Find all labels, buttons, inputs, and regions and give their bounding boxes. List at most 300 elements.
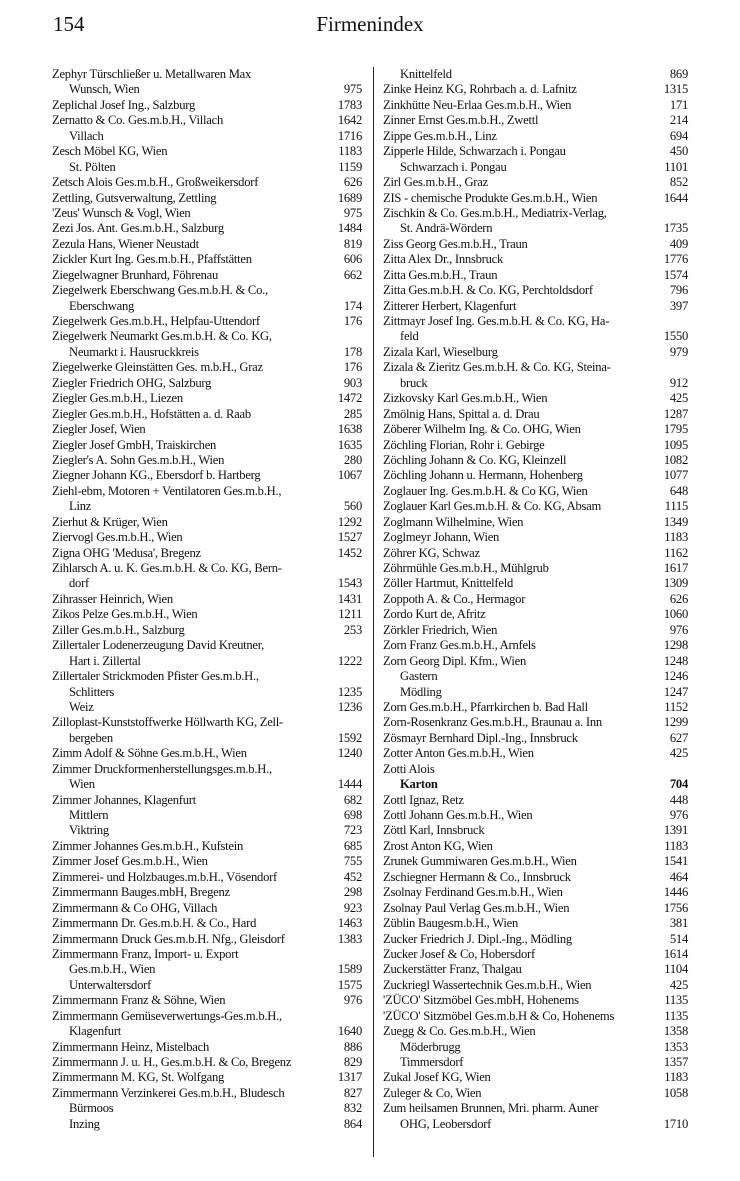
entry-page-number: 1222 bbox=[337, 653, 362, 668]
entry-page-number: 1183 bbox=[664, 1070, 688, 1085]
entry-page-number: 864 bbox=[343, 1116, 362, 1131]
index-entry bbox=[52, 407, 362, 422]
entry-name: Zottl Johann Ges.m.b.H., Wien bbox=[383, 808, 533, 822]
index-entry bbox=[52, 268, 362, 283]
entry-name: Zirl Ges.m.b.H., Graz bbox=[383, 175, 488, 190]
entry-page-number: 1060 bbox=[663, 607, 688, 622]
entry-name: Zöchling Florian, Rohr i. Gebirge bbox=[383, 437, 545, 452]
index-entry bbox=[383, 175, 688, 190]
entry-name: Wunsch, Wien bbox=[69, 82, 140, 97]
index-entry bbox=[383, 870, 688, 885]
index-entry bbox=[383, 685, 688, 700]
entry-page-number: 171 bbox=[669, 97, 688, 112]
entry-page-number: 1183 bbox=[338, 144, 362, 159]
entry-name: Zimmermann Franz, Import- u. Export bbox=[52, 946, 239, 961]
index-entry bbox=[52, 576, 362, 591]
entry-name: Zierhut & Krüger, Wien bbox=[52, 514, 168, 529]
index-entry bbox=[383, 546, 688, 561]
entry-page-number: 425 bbox=[669, 391, 688, 406]
entry-page-number: 1617 bbox=[663, 561, 688, 575]
entry-page-number: 912 bbox=[669, 375, 688, 390]
index-entry bbox=[383, 98, 688, 113]
entry-page-number: 755 bbox=[343, 854, 362, 869]
index-entry bbox=[52, 113, 362, 128]
entry-page-number: 381 bbox=[669, 916, 688, 931]
entry-name: Zinke Heinz KG, Rohrbach a. d. Lafnitz bbox=[383, 82, 577, 97]
index-entry bbox=[383, 191, 688, 206]
entry-page-number: 1077 bbox=[663, 468, 688, 483]
index-entry bbox=[52, 607, 362, 622]
entry-page-number: 1058 bbox=[663, 1085, 688, 1100]
entry-name: Schlitters bbox=[69, 684, 115, 699]
entry-name: Zitta Alex Dr., Innsbruck bbox=[383, 252, 504, 267]
entry-page-number: 560 bbox=[343, 499, 362, 514]
index-entry bbox=[52, 144, 362, 159]
entry-name: Viktring bbox=[69, 823, 109, 838]
index-entry bbox=[52, 1024, 362, 1039]
index-entry bbox=[383, 576, 688, 591]
entry-page-number: 514 bbox=[669, 931, 688, 946]
index-column-left bbox=[52, 67, 362, 1132]
entry-name: bruck bbox=[400, 375, 428, 390]
entry-name: Ziss Georg Ges.m.b.H., Traun bbox=[383, 236, 528, 251]
entry-page-number: 1452 bbox=[337, 545, 362, 560]
index-entry bbox=[383, 1055, 688, 1070]
entry-page-number: 1776 bbox=[663, 252, 688, 267]
entry-page-number: 1309 bbox=[663, 576, 688, 591]
entry-page-number: 694 bbox=[669, 128, 688, 143]
index-entry bbox=[52, 1086, 362, 1101]
entry-page-number: 1640 bbox=[337, 1024, 362, 1039]
entry-page-number: 174 bbox=[343, 298, 362, 313]
entry-page-number: 1101 bbox=[664, 159, 688, 174]
entry-name: Zillertaler Lodenerzeugung David Kreutner, bbox=[52, 638, 265, 653]
entry-page-number: 685 bbox=[343, 838, 362, 853]
index-entry bbox=[383, 1040, 688, 1055]
index-entry bbox=[383, 1070, 688, 1085]
entry-page-number: 869 bbox=[669, 67, 688, 81]
entry-name: Zitta Ges.m.b.H. & Co. KG, Perchtoldsdorf bbox=[383, 283, 593, 298]
entry-page-number: 1135 bbox=[664, 1008, 688, 1023]
entry-name: Hart i. Zillertal bbox=[69, 653, 141, 668]
entry-name: Zinner Ernst Ges.m.b.H., Zwettl bbox=[383, 113, 539, 128]
index-entry bbox=[52, 422, 362, 437]
entry-name: Zimmermann Franz & Söhne, Wien bbox=[52, 993, 226, 1008]
index-entry bbox=[52, 391, 362, 406]
entry-name: Ziegler Ges.m.b.H., Hofstätten a. d. Raab bbox=[52, 406, 251, 421]
entry-name: Mittlern bbox=[69, 808, 109, 822]
entry-name: Zimmer Johannes, Klagenfurt bbox=[52, 792, 196, 807]
index-entry bbox=[383, 962, 688, 977]
entry-name: feld bbox=[400, 329, 419, 344]
index-entry bbox=[383, 252, 688, 267]
entry-name: Timmersdorf bbox=[400, 1055, 464, 1069]
index-entry bbox=[383, 345, 688, 360]
entry-name: Zimmermann Bauges.mbH, Bregenz bbox=[52, 885, 230, 900]
entry-name: Ziegler's A. Sohn Ges.m.b.H., Wien bbox=[52, 452, 225, 467]
entry-name: Ziegler Josef GmbH, Traiskirchen bbox=[52, 437, 217, 452]
index-entry bbox=[52, 978, 362, 993]
index-entry bbox=[52, 746, 362, 761]
entry-page-number: 176 bbox=[343, 360, 362, 375]
entry-page-number: 704 bbox=[669, 777, 688, 792]
index-entry bbox=[383, 901, 688, 916]
entry-name: Zippe Ges.m.b.H., Linz bbox=[383, 128, 497, 143]
entry-page-number: 1689 bbox=[337, 190, 362, 205]
entry-page-number: 448 bbox=[669, 792, 688, 807]
index-entry bbox=[383, 144, 688, 159]
entry-name: Zimmer Druckformenherstellungsges.m.b.H., bbox=[52, 761, 272, 776]
index-entry bbox=[52, 499, 362, 514]
entry-page-number: 1638 bbox=[337, 422, 362, 437]
entry-name: Zettling, Gutsverwaltung, Zettling bbox=[52, 190, 217, 205]
index-entry bbox=[52, 221, 362, 236]
entry-name: Zöhrer KG, Schwaz bbox=[383, 545, 480, 560]
index-entry bbox=[52, 715, 362, 730]
entry-name: Zikos Pelze Ges.m.b.H., Wien bbox=[52, 607, 198, 622]
index-entry bbox=[383, 1086, 688, 1101]
entry-name: Zimmermann & Co OHG, Villach bbox=[52, 900, 218, 915]
index-entry bbox=[383, 731, 688, 746]
entry-name: Zöhrmühle Ges.m.b.H., Mühlgrub bbox=[383, 561, 549, 575]
entry-name: Zihrasser Heinrich, Wien bbox=[52, 591, 173, 606]
index-entry bbox=[52, 962, 362, 977]
index-entry bbox=[52, 947, 362, 962]
index-entry bbox=[52, 700, 362, 715]
index-entry bbox=[383, 515, 688, 530]
entry-name: Zihlarsch A. u. K. Ges.m.b.H. & Co. KG, Bern- bbox=[52, 561, 282, 575]
index-entry bbox=[52, 685, 362, 700]
index-entry bbox=[383, 993, 688, 1008]
entry-page-number: 1299 bbox=[663, 715, 688, 730]
index-entry bbox=[52, 438, 362, 453]
entry-name: Zimmermann M. KG, St. Wolfgang bbox=[52, 1070, 225, 1085]
entry-page-number: 1472 bbox=[337, 391, 362, 406]
entry-name: Zittmayr Josef Ing. Ges.m.b.H. & Co. KG, Ha- bbox=[383, 314, 610, 328]
entry-name: Ziervogl Ges.m.b.H., Wien bbox=[52, 530, 183, 545]
entry-page-number: 1246 bbox=[663, 669, 688, 684]
index-entry bbox=[383, 638, 688, 653]
entry-page-number: 1635 bbox=[337, 437, 362, 452]
entry-name: Zorn-Rosenkranz Ges.m.b.H., Braunau a. Inn bbox=[383, 715, 602, 730]
entry-name: Linz bbox=[69, 499, 92, 514]
entry-page-number: 1211 bbox=[338, 607, 362, 622]
entry-page-number: 1162 bbox=[664, 545, 688, 560]
entry-page-number: 1315 bbox=[663, 82, 688, 97]
entry-page-number: 285 bbox=[343, 406, 362, 421]
index-entry bbox=[383, 885, 688, 900]
entry-name: Ziegelwerk Neumarkt Ges.m.b.H. & Co. KG, bbox=[52, 329, 272, 344]
entry-name: Zoglmann Wilhelmine, Wien bbox=[383, 514, 524, 529]
index-entry bbox=[52, 329, 362, 344]
entry-page-number: 976 bbox=[343, 993, 362, 1008]
index-entry bbox=[52, 839, 362, 854]
entry-name: Zephyr Türschließer u. Metallwaren Max bbox=[52, 67, 252, 81]
entry-page-number: 979 bbox=[669, 344, 688, 359]
entry-name: Zrost Anton KG, Wien bbox=[383, 838, 493, 853]
entry-page-number: 1236 bbox=[337, 699, 362, 714]
index-entry bbox=[52, 191, 362, 206]
index-entry bbox=[383, 607, 688, 622]
entry-name: Zesch Möbel KG, Wien bbox=[52, 144, 168, 159]
entry-page-number: 627 bbox=[669, 730, 688, 745]
entry-name: Inzing bbox=[69, 1116, 100, 1131]
index-entry bbox=[52, 299, 362, 314]
entry-name: Zotter Anton Ges.m.b.H., Wien bbox=[383, 746, 534, 761]
index-entry bbox=[383, 1024, 688, 1039]
entry-name: Zösmayr Bernhard Dipl.-Ing., Innsbruck bbox=[383, 730, 578, 745]
index-entry bbox=[52, 592, 362, 607]
entry-name: Zoglmeyr Johann, Wien bbox=[383, 530, 500, 545]
entry-name: Zucker Friedrich J. Dipl.-Ing., Mödling bbox=[383, 931, 572, 946]
entry-name: bergeben bbox=[69, 730, 113, 745]
index-entry bbox=[383, 978, 688, 993]
entry-name: Klagenfurt bbox=[69, 1024, 122, 1039]
entry-page-number: 1589 bbox=[337, 962, 362, 977]
entry-name: Zeplichal Josef Ing., Salzburg bbox=[52, 97, 196, 112]
entry-name: Zuckerstätter Franz, Thalgau bbox=[383, 962, 522, 977]
entry-page-number: 1444 bbox=[337, 777, 362, 792]
entry-name: Zschiegner Hermann & Co., Innsbruck bbox=[383, 869, 571, 884]
index-entry bbox=[52, 993, 362, 1008]
entry-name: Zilloplast-Kunststoffwerke Höllwarth KG, Zell- bbox=[52, 715, 283, 730]
entry-page-number: 1550 bbox=[663, 329, 688, 344]
entry-name: St. Pölten bbox=[69, 159, 116, 174]
entry-page-number: 1783 bbox=[337, 97, 362, 112]
entry-name: Möderbrugg bbox=[400, 1039, 461, 1054]
entry-page-number: 1463 bbox=[337, 916, 362, 931]
entry-name: Zoglauer Ing. Ges.m.b.H. & Co KG, Wien bbox=[383, 483, 588, 498]
entry-name: OHG, Leobersdorf bbox=[400, 1116, 492, 1131]
index-entry bbox=[383, 762, 688, 777]
entry-page-number: 1527 bbox=[337, 530, 362, 545]
entry-page-number: 1298 bbox=[663, 638, 688, 653]
entry-name: Zöchling Johann u. Hermann, Hohenberg bbox=[383, 468, 583, 483]
entry-page-number: 1235 bbox=[337, 684, 362, 699]
entry-page-number: 682 bbox=[343, 792, 362, 807]
entry-name: Ziegelwerk Eberschwang Ges.m.b.H. & Co., bbox=[52, 283, 268, 298]
entry-name: Zickler Kurt Ing. Ges.m.b.H., Pfaffstätten bbox=[52, 252, 252, 267]
index-entry bbox=[383, 329, 688, 344]
index-entry bbox=[52, 484, 362, 499]
entry-page-number: 1067 bbox=[337, 468, 362, 483]
index-entry bbox=[383, 299, 688, 314]
entry-page-number: 1240 bbox=[337, 746, 362, 761]
entry-page-number: 1543 bbox=[337, 576, 362, 591]
entry-name: Zizkovsky Karl Ges.m.b.H., Wien bbox=[383, 391, 548, 406]
entry-name: Zum heilsamen Brunnen, Mri. pharm. Auner bbox=[383, 1101, 599, 1116]
entry-page-number: 1357 bbox=[663, 1055, 688, 1069]
index-entry bbox=[383, 407, 688, 422]
entry-page-number: 852 bbox=[669, 175, 688, 190]
entry-page-number: 1614 bbox=[663, 946, 688, 961]
index-entry bbox=[383, 808, 688, 823]
entry-name: Ziegler Josef, Wien bbox=[52, 422, 146, 437]
index-entry bbox=[383, 715, 688, 730]
index-entry bbox=[383, 129, 688, 144]
index-entry bbox=[383, 283, 688, 298]
entry-page-number: 1391 bbox=[663, 823, 688, 838]
index-column-right bbox=[383, 67, 688, 1132]
entry-page-number: 1135 bbox=[664, 993, 688, 1008]
index-entry bbox=[52, 932, 362, 947]
index-entry bbox=[383, 499, 688, 514]
index-entry bbox=[52, 283, 362, 298]
entry-page-number: 1287 bbox=[663, 406, 688, 421]
index-entry bbox=[52, 237, 362, 252]
index-entry bbox=[383, 376, 688, 391]
index-entry bbox=[383, 268, 688, 283]
entry-page-number: 1247 bbox=[663, 684, 688, 699]
entry-name: Ziegler Ges.m.b.H., Liezen bbox=[52, 391, 183, 406]
entry-name: Neumarkt i. Hausruckkreis bbox=[69, 344, 199, 359]
entry-page-number: 280 bbox=[343, 452, 362, 467]
index-entry bbox=[383, 916, 688, 931]
page-header bbox=[50, 10, 690, 40]
entry-page-number: 214 bbox=[669, 113, 688, 128]
index-entry bbox=[52, 654, 362, 669]
entry-name: 'ZÜCO' Sitzmöbel Ges.m.b.H & Co, Hohenems bbox=[383, 1008, 615, 1023]
entry-name: Zsolnay Paul Verlag Ges.m.b.H., Wien bbox=[383, 900, 570, 915]
index-entry bbox=[52, 1009, 362, 1024]
index-entry bbox=[383, 82, 688, 97]
index-entry bbox=[383, 793, 688, 808]
entry-page-number: 1159 bbox=[338, 159, 362, 174]
index-entry bbox=[52, 885, 362, 900]
index-entry bbox=[52, 870, 362, 885]
index-entry bbox=[383, 360, 688, 375]
index-entry bbox=[383, 468, 688, 483]
entry-page-number: 409 bbox=[669, 236, 688, 251]
entry-page-number: 425 bbox=[669, 977, 688, 992]
index-entry bbox=[52, 854, 362, 869]
entry-page-number: 662 bbox=[343, 267, 362, 282]
entry-page-number: 1082 bbox=[663, 452, 688, 467]
entry-name: Eberschwang bbox=[69, 298, 135, 313]
entry-name: Zernatto & Co. Ges.m.b.H., Villach bbox=[52, 113, 223, 128]
entry-page-number: 1735 bbox=[663, 221, 688, 236]
index-entry bbox=[383, 654, 688, 669]
entry-name: 'ZÜCO' Sitzmöbel Ges.mbH, Hohenems bbox=[383, 993, 579, 1008]
entry-page-number: 1152 bbox=[664, 699, 688, 714]
entry-page-number: 975 bbox=[343, 205, 362, 220]
index-entry bbox=[383, 561, 688, 576]
entry-name: Zorn Ges.m.b.H., Pfarrkirchen b. Bad Hall bbox=[383, 699, 588, 714]
index-entry bbox=[383, 1101, 688, 1116]
entry-name: Ziegler Friedrich OHG, Salzburg bbox=[52, 375, 212, 390]
entry-name: Knittelfeld bbox=[400, 67, 452, 81]
index-entry bbox=[52, 160, 362, 175]
entry-name: Zimmer Josef Ges.m.b.H., Wien bbox=[52, 854, 208, 869]
entry-page-number: 829 bbox=[343, 1055, 362, 1069]
index-entry bbox=[52, 762, 362, 777]
entry-name: Zizala & Zieritz Ges.m.b.H. & Co. KG, Steina- bbox=[383, 360, 611, 375]
entry-page-number: 923 bbox=[343, 900, 362, 915]
index-entry bbox=[383, 592, 688, 607]
entry-name: Villach bbox=[69, 128, 104, 143]
index-entry bbox=[52, 468, 362, 483]
entry-name: Zucker Josef & Co, Hobersdorf bbox=[383, 946, 535, 961]
entry-page-number: 253 bbox=[343, 622, 362, 637]
index-entry bbox=[52, 793, 362, 808]
entry-page-number: 450 bbox=[669, 144, 688, 159]
entry-name: Ziehl-ebm, Motoren + Ventilatoren Ges.m.b.H., bbox=[52, 483, 282, 498]
index-entry bbox=[52, 376, 362, 391]
entry-page-number: 1349 bbox=[663, 514, 688, 529]
entry-page-number: 626 bbox=[343, 175, 362, 190]
entry-name: Zoglauer Karl Ges.m.b.H. & Co. KG, Absam bbox=[383, 499, 602, 514]
entry-name: 'Zeus' Wunsch & Vogl, Wien bbox=[52, 205, 191, 220]
entry-name: Zuegg & Co. Ges.m.b.H., Wien bbox=[383, 1024, 536, 1039]
entry-page-number: 176 bbox=[343, 314, 362, 328]
entry-name: Ges.m.b.H., Wien bbox=[69, 962, 156, 977]
index-entry bbox=[52, 314, 362, 329]
index-entry bbox=[383, 669, 688, 684]
entry-page-number: 1756 bbox=[663, 900, 688, 915]
entry-name: Zöttl Karl, Innsbruck bbox=[383, 823, 485, 838]
entry-page-number: 1317 bbox=[337, 1070, 362, 1085]
entry-name: Zitterer Herbert, Klagenfurt bbox=[383, 298, 517, 313]
index-entry bbox=[383, 314, 688, 329]
entry-name: Zizala Karl, Wieselburg bbox=[383, 344, 498, 359]
entry-name: Zetsch Alois Ges.m.b.H., Großweikersdorf bbox=[52, 175, 259, 190]
entry-name: Zipperle Hilde, Schwarzach i. Pongau bbox=[383, 144, 566, 159]
entry-name: Zischkin & Co. Ges.m.b.H., Mediatrix-Verlag, bbox=[383, 205, 607, 220]
entry-name: Zörkler Friedrich, Wien bbox=[383, 622, 498, 637]
entry-name: Zimmermann Gemüseverwertungs-Ges.m.b.H., bbox=[52, 1008, 282, 1023]
entry-page-number: 1716 bbox=[337, 128, 362, 143]
index-entry bbox=[52, 1117, 362, 1132]
entry-page-number: 1446 bbox=[663, 885, 688, 900]
entry-page-number: 796 bbox=[669, 283, 688, 298]
index-entry bbox=[52, 901, 362, 916]
entry-page-number: 976 bbox=[669, 808, 688, 822]
entry-page-number: 298 bbox=[343, 885, 362, 900]
index-entry bbox=[52, 561, 362, 576]
entry-name: Zitta Ges.m.b.H., Traun bbox=[383, 267, 498, 282]
index-entry bbox=[52, 1070, 362, 1085]
entry-page-number: 1710 bbox=[663, 1116, 688, 1131]
entry-page-number: 606 bbox=[343, 252, 362, 267]
index-entry bbox=[52, 515, 362, 530]
page-number: 154 bbox=[53, 12, 85, 36]
entry-page-number: 1115 bbox=[664, 499, 688, 514]
index-entry bbox=[52, 1040, 362, 1055]
index-entry bbox=[52, 1055, 362, 1070]
entry-page-number: 1431 bbox=[337, 591, 362, 606]
index-entry bbox=[52, 129, 362, 144]
index-entry bbox=[52, 67, 362, 82]
entry-name: Zillertaler Strickmoden Pfister Ges.m.b.H., bbox=[52, 669, 259, 684]
entry-page-number: 1592 bbox=[337, 730, 362, 745]
index-entry bbox=[52, 453, 362, 468]
entry-name: Zorn Franz Ges.m.b.H., Arnfels bbox=[383, 638, 536, 653]
entry-name: Zimmerei- und Holzbauges.m.b.H., Vösendorf bbox=[52, 869, 277, 884]
index-entry bbox=[52, 638, 362, 653]
entry-page-number: 397 bbox=[669, 298, 688, 313]
entry-page-number: 1644 bbox=[663, 190, 688, 205]
entry-page-number: 1642 bbox=[337, 113, 362, 128]
index-entry bbox=[383, 746, 688, 761]
entry-name: Zinkhütte Neu-Erlaa Ges.m.b.H., Wien bbox=[383, 97, 572, 112]
entry-name: Zigna OHG 'Medusa', Bregenz bbox=[52, 545, 201, 560]
entry-name: Zorn Georg Dipl. Kfm., Wien bbox=[383, 653, 527, 668]
index-entry bbox=[383, 1117, 688, 1132]
index-entry bbox=[383, 113, 688, 128]
index-entry bbox=[383, 453, 688, 468]
entry-name: Zimmermann Heinz, Mistelbach bbox=[52, 1039, 210, 1054]
entry-page-number: 1353 bbox=[663, 1039, 688, 1054]
